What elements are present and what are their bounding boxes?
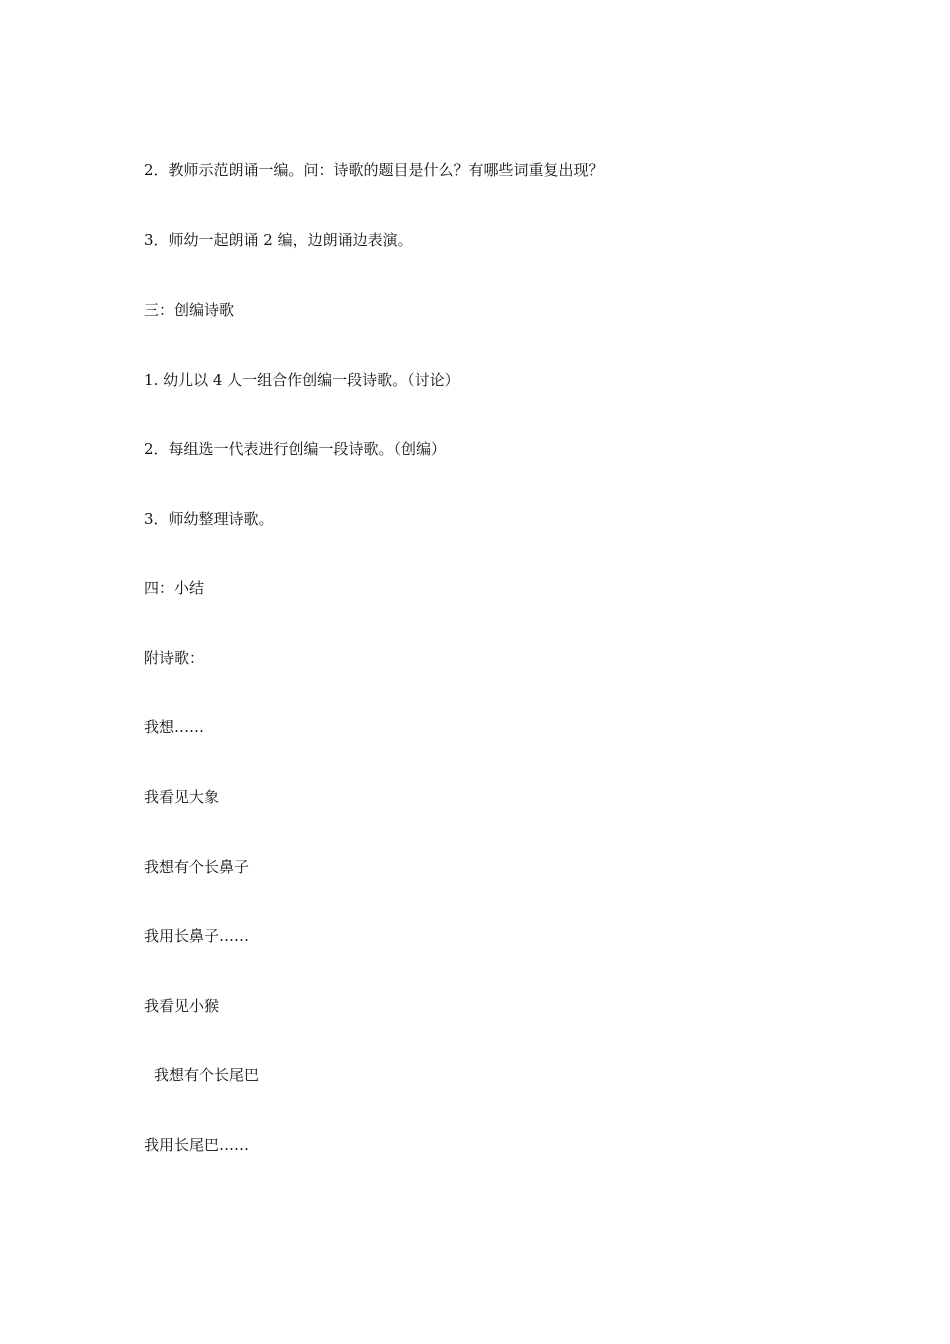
step-2-teacher-recitation: 2．教师示范朗诵一编。问：诗歌的题目是什么？有哪些词重复出现？: [144, 161, 604, 179]
step-2-group-representative: 2．每组选一代表进行创编一段诗歌。（创编）: [144, 440, 447, 458]
step-1-group-creation: 1. 幼儿以 4 人一组合作创编一段诗歌。（讨论）: [144, 371, 460, 389]
poem-line: 我用长鼻子……: [144, 927, 250, 945]
poem-line: 我看见大象: [144, 788, 220, 806]
step-3-recite-together: 3．师幼一起朗诵 2 编，边朗诵边表演。: [144, 231, 413, 249]
section-heading-create-poem: 三：创编诗歌: [144, 301, 235, 319]
poem-line: 我用长尾巴……: [144, 1136, 250, 1154]
poem-line: 我想有个长尾巴: [154, 1066, 260, 1084]
poem-line: 我看见小猴: [144, 997, 220, 1015]
step-3-organize-poem: 3．师幼整理诗歌。: [144, 510, 274, 528]
poem-line: 我想有个长鼻子: [144, 858, 250, 876]
poem-title: 我想……: [144, 718, 205, 736]
appendix-poem-label: 附诗歌：: [144, 649, 205, 667]
section-heading-summary: 四：小结: [144, 579, 205, 597]
